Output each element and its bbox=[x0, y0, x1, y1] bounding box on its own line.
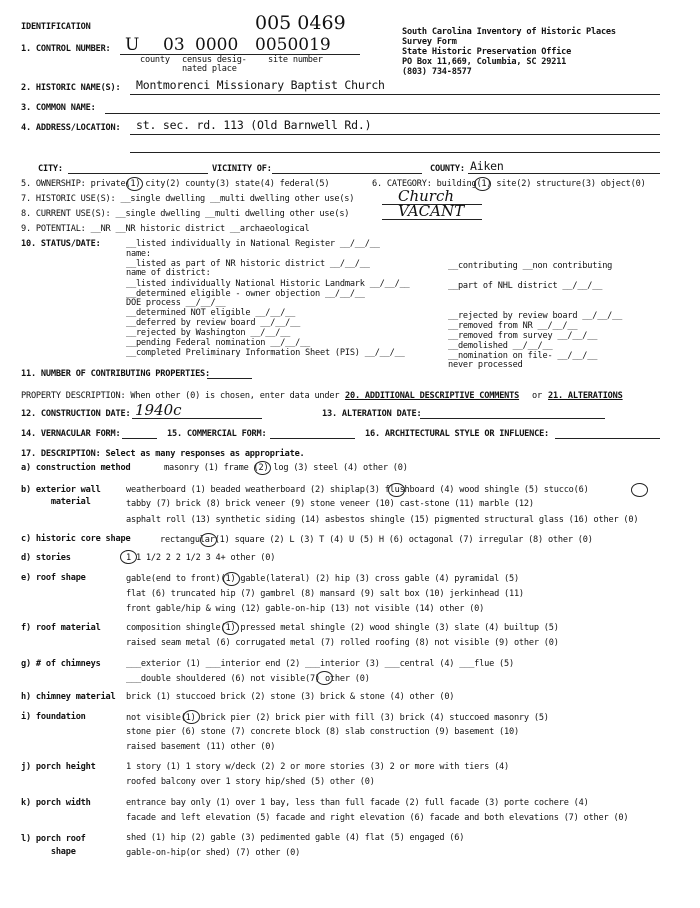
description-label: 17. DESCRIPTION: Select as many responses as appropriate. bbox=[21, 449, 305, 459]
alteration-date-label: 13. ALTERATION DATE: bbox=[322, 409, 422, 419]
architectural-label: 16. ARCHITECTURAL STYLE OR INFLUENCE: bbox=[365, 429, 550, 439]
status-line: __rejected by Washington __/__/__ bbox=[126, 328, 291, 338]
desc-line: not visible(1) brick pier (2) brick pier with fill (3) brick (4) stuccoed masonry (5) bbox=[126, 713, 549, 723]
status-label: 10. STATUS/DATE: bbox=[21, 239, 101, 249]
circle-mark bbox=[183, 710, 200, 724]
circle-mark bbox=[316, 671, 333, 685]
desc-line: 1 story (1) 1 story w/deck (2) 2 or more stories (3) 2 or more with tiers (4) bbox=[126, 762, 509, 772]
or-text: or bbox=[532, 391, 542, 401]
desc-line: brick (1) stuccoed brick (2) stone (3) brick & stone (4) other (0) bbox=[126, 692, 455, 702]
desc-line: gable-on-hip(or shed) (7) other (0) bbox=[126, 848, 301, 858]
status-line: name: bbox=[126, 249, 151, 259]
status-line: __pending Federal nomination __/__/__ bbox=[126, 338, 311, 348]
control-sublabel: site number bbox=[268, 55, 323, 65]
additional-comments-ref: 20. ADDITIONAL DESCRIPTIVE COMMENTS bbox=[345, 391, 520, 401]
desc-line: 1 1 1/2 2 2 1/2 3 4+ other (0) bbox=[126, 553, 276, 563]
agency-line: (803) 734-8577 bbox=[402, 67, 472, 77]
address-value: st. sec. rd. 113 (Old Barnwell Rd.) bbox=[136, 118, 372, 132]
desc-line: front gable/hip & wing (12) gable-on-hip (13) not visible (14) other (0) bbox=[126, 604, 485, 614]
desc-line: raised seam metal (6) corrugated metal (7) rolled roofing (8) not visible (9) other (0) bbox=[126, 638, 559, 648]
status-line: __deferred by review board __/__/__ bbox=[126, 318, 301, 328]
field-line bbox=[207, 378, 252, 379]
status-right-line: __rejected by review board __/__/__ bbox=[448, 311, 623, 321]
historic-names-label: 2. HISTORIC NAME(S): bbox=[21, 83, 121, 93]
circle-mark bbox=[474, 177, 491, 191]
field-line bbox=[270, 438, 355, 439]
field-line bbox=[420, 418, 605, 419]
desc-line: ___exterior (1) ___interior end (2) ___interior (3) ___central (4) ___flue (5) bbox=[126, 659, 514, 669]
desc-label: i) foundation bbox=[21, 712, 86, 722]
desc-label: g) # of chimneys bbox=[21, 659, 101, 669]
desc-line: composition shingle(1) pressed metal shingle (2) wood shingle (3) slate (4) builtup (5) bbox=[126, 623, 559, 633]
status-right-line: __nomination on file- __/__/__ bbox=[448, 351, 598, 361]
circle-mark bbox=[126, 177, 143, 191]
status-right-line: __contributing __non contributing bbox=[448, 261, 613, 271]
desc-line: rectangular(1) square (2) L (3) T (4) U (5) H (6) octagonal (7) irregular (8) other (0) bbox=[160, 535, 593, 545]
agency-line: State Historic Preservation Office bbox=[402, 47, 572, 57]
desc-label: a) construction method bbox=[21, 463, 131, 473]
desc-line: shed (1) hip (2) gable (3) pedimented gable (4) flat (5) engaged (6) bbox=[126, 833, 465, 843]
desc-line: stone pier (6) stone (7) concrete block (8) slab construction (9) basement (10) bbox=[126, 727, 519, 737]
vicinity-label: VICINITY OF: bbox=[212, 164, 272, 174]
historic-names-value: Montmorenci Missionary Baptist Church bbox=[136, 78, 385, 92]
status-line: __determined eligible - owner objection __/__/__ bbox=[126, 289, 365, 299]
desc-label: c) historic core shape bbox=[21, 534, 131, 544]
city-label: CITY: bbox=[38, 164, 63, 174]
status-line: __determined NOT eligible __/__/__ bbox=[126, 308, 296, 318]
desc-label: j) porch height bbox=[21, 762, 96, 772]
desc-line: facade and left elevation (5) facade and right elevation (6) facade and both elevations (7) other (0) bbox=[126, 813, 629, 823]
status-line: name of district: bbox=[126, 268, 211, 278]
status-line: __completed Preliminary Information Sheet (PIS) __/__/__ bbox=[126, 348, 405, 358]
agency-line: PO Box 11,669, Columbia, SC 29211 bbox=[402, 57, 567, 67]
desc-label: k) porch width bbox=[21, 798, 91, 808]
desc-line: masonry (1) frame (2) log (3) steel (4) other (0) bbox=[164, 463, 408, 473]
construction-date-value: 1940c bbox=[135, 401, 182, 419]
field-line bbox=[132, 418, 262, 419]
desc-line: ___double shouldered (6) not visible(7) other (0) bbox=[126, 674, 370, 684]
field-line bbox=[555, 438, 660, 439]
county-value: Aiken bbox=[470, 159, 504, 173]
desc-line: flat (6) truncated hip (7) gambrel (8) mansard (9) salt box (10) jerkinhead (11) bbox=[126, 589, 524, 599]
control-sublabel: county bbox=[140, 55, 170, 65]
desc-label: b) exterior wall material bbox=[21, 485, 101, 508]
potential-row: 9. POTENTIAL: __NR __NR historic district __archaeological bbox=[21, 224, 310, 234]
current-uses-value: VACANT bbox=[398, 202, 465, 220]
historic-uses-row: 7. HISTORIC USE(S): __single dwelling __multi dwelling other use(s) bbox=[21, 194, 355, 204]
vernacular-label: 14. VERNACULAR FORM: bbox=[21, 429, 121, 439]
circle-mark bbox=[222, 621, 239, 635]
desc-line: raised basement (11) other (0) bbox=[126, 742, 276, 752]
alterations-ref: 21. ALTERATIONS bbox=[548, 391, 623, 401]
construction-date-label: 12. CONSTRUCTION DATE: bbox=[21, 409, 131, 419]
status-line: __listed individually National Historic Landmark __/__/__ bbox=[126, 279, 410, 289]
field-line bbox=[68, 173, 208, 174]
circle-mark bbox=[200, 533, 217, 547]
common-name-label: 3. COMMON NAME: bbox=[21, 103, 96, 113]
status-right-line: __demolished __/__/__ bbox=[448, 341, 553, 351]
control-census: 03 bbox=[163, 35, 185, 55]
county-label: COUNTY: bbox=[430, 164, 465, 174]
desc-label: e) roof shape bbox=[21, 573, 86, 583]
circle-mark bbox=[223, 572, 240, 586]
current-uses-row: 8. CURRENT USE(S): __single dwelling __multi dwelling other use(s) bbox=[21, 209, 350, 219]
field-line bbox=[130, 152, 660, 153]
field-line bbox=[122, 438, 157, 439]
field-line bbox=[105, 113, 660, 114]
status-line: __listed individually in National Register __/__/__ bbox=[126, 239, 380, 249]
control-place: 0000 bbox=[195, 35, 239, 55]
circle-mark bbox=[388, 483, 405, 497]
status-right-line: __part of NHL district __/__/__ bbox=[448, 281, 603, 291]
circle-mark bbox=[120, 550, 137, 564]
agency-line: Survey Form bbox=[402, 37, 457, 47]
control-county: U bbox=[125, 35, 140, 55]
field-line bbox=[272, 173, 422, 174]
agency-line: South Carolina Inventory of Historic Places bbox=[402, 27, 616, 37]
field-line bbox=[130, 134, 660, 135]
handwritten-number: 005 0469 bbox=[255, 12, 346, 34]
identification-heading: IDENTIFICATION bbox=[21, 22, 91, 32]
desc-line: weatherboard (1) beaded weatherboard (2) shiplap(3) flushboard (4) wood shingle (5) stucco(6) bbox=[126, 485, 589, 495]
field-line bbox=[468, 173, 660, 174]
desc-line: gable(end to front)(1) gable(lateral) (2) hip (3) cross gable (4) pyramidal (5) bbox=[126, 574, 519, 584]
desc-line: entrance bay only (1) over 1 bay, less than full facade (2) full facade (3) porte cochere (4) bbox=[126, 798, 589, 808]
circle-mark bbox=[631, 483, 648, 497]
desc-label: l) porch roof shape bbox=[21, 834, 86, 858]
field-line bbox=[382, 219, 482, 220]
field-line bbox=[130, 94, 660, 95]
property-desc: PROPERTY DESCRIPTION: When other (0) is chosen, enter data under bbox=[21, 391, 340, 401]
control-sublabel: census desig- nated place bbox=[182, 55, 247, 75]
desc-label: d) stories bbox=[21, 553, 71, 563]
contributing-props-label: 11. NUMBER OF CONTRIBUTING PROPERTIES: bbox=[21, 369, 211, 379]
desc-line: tabby (7) brick (8) brick veneer (9) stone veneer (10) cast-stone (11) marble (12) bbox=[126, 499, 534, 509]
commercial-label: 15. COMMERCIAL FORM: bbox=[167, 429, 267, 439]
ownership-row: 5. OWNERSHIP: private(1) city(2) county(3) state(4) federal(5) bbox=[21, 179, 330, 189]
desc-line: asphalt roll (13) synthetic siding (14) asbestos shingle (15) pigmented structural glass (16) other (0) bbox=[126, 515, 639, 525]
status-right-line: __removed from NR __/__/__ bbox=[448, 321, 578, 331]
control-number-label: 1. CONTROL NUMBER: bbox=[21, 44, 111, 54]
circle-mark bbox=[254, 461, 271, 475]
status-right-line: never processed bbox=[448, 360, 523, 370]
control-site: 0050019 bbox=[255, 35, 331, 55]
category-row: 6. CATEGORY: building(1) site(2) structure(3) object(0) bbox=[372, 179, 646, 189]
desc-line: roofed balcony over 1 story hip/shed (5) other (0) bbox=[126, 777, 375, 787]
status-line: __listed as part of NR historic district __/__/__ bbox=[126, 259, 370, 269]
desc-label: f) roof material bbox=[21, 623, 101, 633]
historic-uses-value: Church bbox=[398, 187, 455, 205]
status-line: DOE process __/__/__ bbox=[126, 298, 226, 308]
status-right-line: __removed from survey __/__/__ bbox=[448, 331, 598, 341]
address-label: 4. ADDRESS/LOCATION: bbox=[21, 123, 121, 133]
desc-label: h) chimney material bbox=[21, 692, 116, 702]
